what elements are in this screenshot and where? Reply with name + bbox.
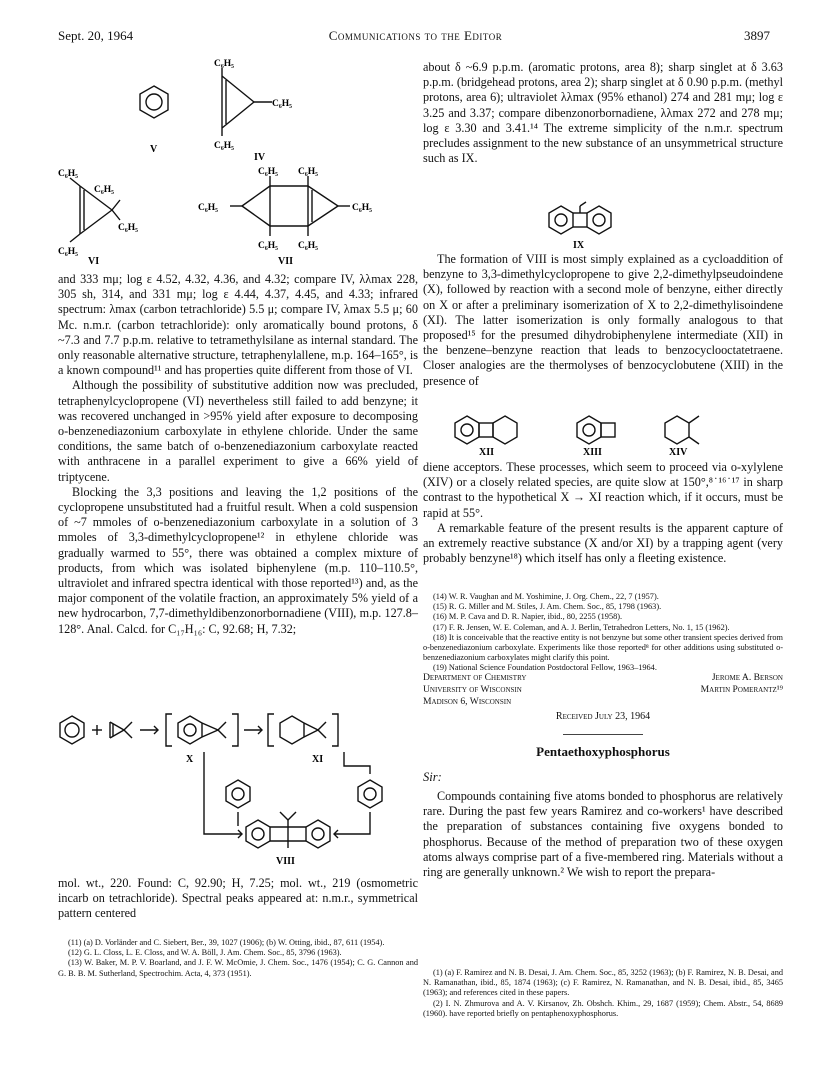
- vii-phenyl-5: C₆H₅: [258, 241, 278, 251]
- footnote-19: (19) National Science Foundation Postdoctoral Fellow, 1963–1964.: [433, 663, 657, 673]
- author-pomerantz: Martin Pomerantz¹⁹: [700, 684, 783, 695]
- right-text-block-1: [423, 60, 783, 166]
- reaction-scheme: [58, 708, 418, 870]
- structure-ix: [423, 200, 783, 250]
- right-paragraph-5: Compounds containing five atoms bonded to phosphorus are relatively rare. During the past few years Ramirez and co-workers¹ have described the preparation of substances containing five oxygens bonded to phosphorus. Because of the method of preparation two of these oxygen atoms always comprise part of a five-membered ring. Materials without a ring are generally unknown.² We wish to report the prepara-: [423, 789, 783, 880]
- footnote-14: (14) W. R. Vaughan and M. Yoshimine, J. Org. Chem., 22, 7 (1957).: [433, 592, 659, 601]
- city: Madison 6, Wisconsin: [423, 696, 512, 707]
- label-vi: VI: [88, 256, 100, 266]
- vii-phenyl-3: C₆H₅: [198, 203, 218, 213]
- left-paragraph-4: mol. wt., 220. Found: C, 92.90; H, 7.25; mol. wt., 219 (osmometric incarb on tetrachloride). Spectral peaks appeared at: n.m.r., symmetrical pattern centered: [58, 876, 418, 921]
- structure-xiv-o-xylylene: [665, 416, 699, 444]
- structures-vi-vii: [58, 164, 418, 266]
- arrow-icon: [244, 726, 262, 734]
- iv-phenyl-right: C₆H₅: [272, 99, 292, 109]
- structure-benzyne-left: [226, 780, 250, 808]
- vii-phenyl-2: C₆H₅: [298, 167, 318, 177]
- structure-x-pseudoindene: [166, 714, 238, 746]
- signature-block: [423, 672, 783, 722]
- right-footnotes-2: [423, 968, 783, 1019]
- label-xii: XII: [479, 447, 495, 456]
- scheme-plus: [92, 725, 102, 735]
- divider: [563, 734, 643, 735]
- left-text-block: [58, 272, 418, 637]
- university: University of Wisconsin: [423, 684, 522, 695]
- label-viii: VIII: [276, 856, 295, 867]
- structure-iv-cyclopropene: [222, 68, 272, 136]
- signature-row-2: [423, 684, 783, 696]
- vii-phenyl-6: C₆H₅: [298, 241, 318, 251]
- structure-xii: [455, 416, 517, 444]
- label-v: V: [150, 144, 158, 155]
- label-ix: IX: [573, 240, 585, 250]
- structure-benzyne-right: [358, 780, 382, 808]
- left-text-block-2: [58, 876, 418, 922]
- structures-xii-xiii-xiv: [423, 412, 783, 456]
- signature-row-1: [423, 672, 783, 684]
- footnote-18: (18) It is conceivable that the reactive entity is not benzyne but some other transient species derived from o-benzenediazonium carboxylate. Experiments like those reported⁸ for other additions using substituted o-benzenediazonium carboxylates might clarify this point.: [423, 632, 783, 663]
- footnote-2: (2) I. N. Zhmurova and A. V. Kirsanov, Zh. Obshch. Khim., 29, 1687 (1959); Chem. Abstr., 54, 8689 (1960). have reported briefly on pentaphenoxyphosphorus.: [423, 998, 783, 1018]
- label-xiii: XIII: [583, 447, 602, 456]
- iv-phenyl-bottom: C₆H₅: [214, 141, 234, 151]
- structure-v-benzyne: [140, 86, 168, 118]
- scheme-arrows-to-viii: [204, 752, 370, 838]
- department: Department of Chemistry: [423, 672, 527, 683]
- label-xi: XI: [312, 754, 324, 765]
- right-text-block-3: [423, 460, 783, 566]
- arrow-icon: [140, 726, 158, 734]
- vi-phenyl-4: C₆H₅: [58, 247, 78, 257]
- header-page-number: 3897: [744, 28, 770, 43]
- footnote-11: (11) (a) D. Vorländer and C. Siebert, Ber., 39, 1027 (1906); (b) W. Otting, ibid., 87, 611 (1954).: [68, 938, 385, 947]
- header-date: Sept. 20, 1964: [58, 28, 134, 43]
- footnote-16: (16) M. P. Cava and D. R. Napier, ibid., 80, 2255 (1958).: [433, 612, 623, 622]
- footnote-15: (15) R. G. Miller and M. Stiles, J. Am. Chem. Soc., 85, 1798 (1963).: [433, 602, 662, 612]
- structure-viii-dibenzonorbornadiene: [246, 812, 330, 848]
- right-paragraph-1: about δ ~6.9 p.p.m. (aromatic protons, area 8); sharp singlet at δ 3.63 p.p.m. (bridgehead protons, area 2); sharp singlet at δ 0.90 p.p.m. (methyl protons, area 6); ultraviolet λλmax (95% ethanol) 274 and 281 mμ; log ε 3.25 and 3.37; compare dibenzonorbornadiene, λλmax 272 and 278 mμ; log ε 3.30 and 3.41.¹⁴ The extreme simplicity of the n.m.r. spectrum precludes assignment to the new substance of an unsymmetrical structure such as IX.: [423, 60, 783, 166]
- structure-xiii-benzocyclobutene: [577, 416, 615, 444]
- label-xiv: XIV: [669, 447, 688, 456]
- footnote-13: (13) W. Baker, M. P. V. Boarland, and J. F. W. McOmie, J. Chem. Soc., 1476 (1954); C. G. Cannon and G. B. B. M. Sutherland, Spectrochim. Acta, 4, 373 (1951).: [58, 958, 418, 978]
- vii-phenyl-1: C₆H₅: [258, 167, 278, 177]
- left-footnotes: [58, 938, 418, 979]
- right-text-block-2: [423, 252, 783, 389]
- scheme-benzyne: [60, 716, 84, 744]
- right-paragraph-3: diene acceptors. These processes, which seem to proceed via o-xylylene (XIV) or a closely related species, are quite slow at 150°,⁸˙¹⁶˙¹⁷ in sharp contrast to the hypothetical X → XI reaction which, if it occurs, must be rapid at 55°.: [423, 460, 783, 520]
- received-date: Received July 23, 1964: [555, 711, 651, 722]
- right-paragraph-4: A remarkable feature of the present results is the apparent capture of an extremely reactive substance (X and/or XI) by a trapping agent (very probably benzyne¹⁸) which itself has only a fleeting existence.: [423, 520, 783, 566]
- left-paragraph-1: and 333 mμ; log ε 4.52, 4.32, 4.36, and 4.32; compare IV, λλmax 228, 305 sh, 314, and 331 mμ; log ε 4.44, 4.37, 4.45, and 4.33; infrared spectrum: λmax (carbon tetrachloride) 5.5 μ; compare IV, λmax 5.5 μ; 60 Mc. n.m.r. (carbon tetrachloride): only aromatically bound protons, δ ~7.3 and 7.7 p.p.m. relative to tetramethylsilane as internal standard. The only reasonable alternative structure, tetraphenylallene, m.p. 164–165°, is a known compound¹¹ and has properties quite different from those of VI.: [58, 272, 418, 378]
- left-paragraph-3: Blocking the 3,3 positions and leaving the 1,2 positions of the cyclopropene unsubstituted had a fruitful result. When a cold suspension of ~7 mmoles of o-benzenediazonium carboxylate in a solution of 3 mmoles of 3,3-dimethylcyclopropene¹² in ethylene chloride was gradually warmed to 55°, there was obtained a complex mixture of products, from which was isolated biphenylene (m.p. 110–110.5°, ultraviolet and infrared spectra identical with those reported¹³) and, as the major component of the volatile fraction, an approximately 5% yield of a new hydrocarbon, 7,7-dimethyldibenzonorbornadiene (VIII), m.p. 127.8–128°. Anal. Calcd. for C₁₇H₁₆: C, 92.68; H, 7.32;: [58, 484, 418, 636]
- vi-phenyl-1: C₆H₅: [58, 169, 78, 179]
- label-vii: VII: [278, 256, 294, 266]
- structure-xi-isoindene: [268, 714, 338, 746]
- iv-phenyl-top: C₆H₅: [214, 59, 234, 69]
- right-footnotes-1: [423, 592, 783, 674]
- vi-phenyl-3: C₆H₅: [118, 223, 138, 233]
- footnote-1: (1) (a) F. Ramirez and N. B. Desai, J. Am. Chem. Soc., 85, 3252 (1963); (b) F. Ramirez, N. B. Desai, and N. Ramanathan, ibid., 85, 1874 (1963); (c) F. Ramirez, N. Ramanathan, and N. B. Desai, ibid., 85, 3465 (1963); and references cited in these papers.: [423, 968, 783, 998]
- structures-v-iv: [58, 58, 418, 168]
- label-iv: IV: [254, 152, 266, 163]
- structure-vii-dimer: [230, 176, 350, 236]
- header-journal: Communications to the Editor: [328, 28, 503, 43]
- right-paragraph-2: The formation of VIII is most simply explained as a cycloaddition of benzyne to 3,3-dimethylcyclopropene to give 2,2-dimethylpseudoindene (X), followed by reaction with a second mole of benzyne, either directly on X or after a preliminary isomerization of X to 2,2-dimethylisoindene (XI). The latter isomerization is only formally analogous to that proposed¹⁵ for the presumed dihydrobiphenylene intermediate (XII) in the benzene–benzyne reaction that leads to benzocyclooctatetraene. Closer analogies are the thermolyses of benzocyclobutene (XIII) in the presence of: [423, 252, 783, 388]
- vii-phenyl-4: C₆H₅: [352, 203, 372, 213]
- scheme-dimethylcyclopropene: [110, 722, 132, 738]
- footnote-12: (12) G. L. Closs, L. E. Closs, and W. A. Böll, J. Am. Chem. Soc., 85, 3796 (1963).: [68, 948, 342, 958]
- author-berson: Jerome A. Berson: [711, 672, 783, 683]
- left-paragraph-2: Although the possibility of substitutive addition now was precluded, tetraphenylcyclopropene (VI) nevertheless still failed to add benzyne; it was recovered unchanged in >95% yield after exposure to decomposing o-benzenediazonium carboxylate in ethylene chloride. Under the same conditions, the same batch of o-benzenediazonium carboxylate reacted with anthracene in a parallel experiment to give a 66% yield of triptycene.: [58, 378, 418, 484]
- article-title: Pentaethoxyphosphorus: [536, 744, 670, 759]
- salutation: Sir:: [423, 770, 442, 784]
- next-communication: [423, 744, 783, 880]
- vi-phenyl-2: C₆H₅: [94, 185, 114, 195]
- label-x: X: [186, 754, 194, 765]
- footnote-17: (17) F. R. Jensen, W. E. Coleman, and A. J. Berlin, Tetrahedron Letters, No. 1, 15 (1962).: [433, 622, 730, 632]
